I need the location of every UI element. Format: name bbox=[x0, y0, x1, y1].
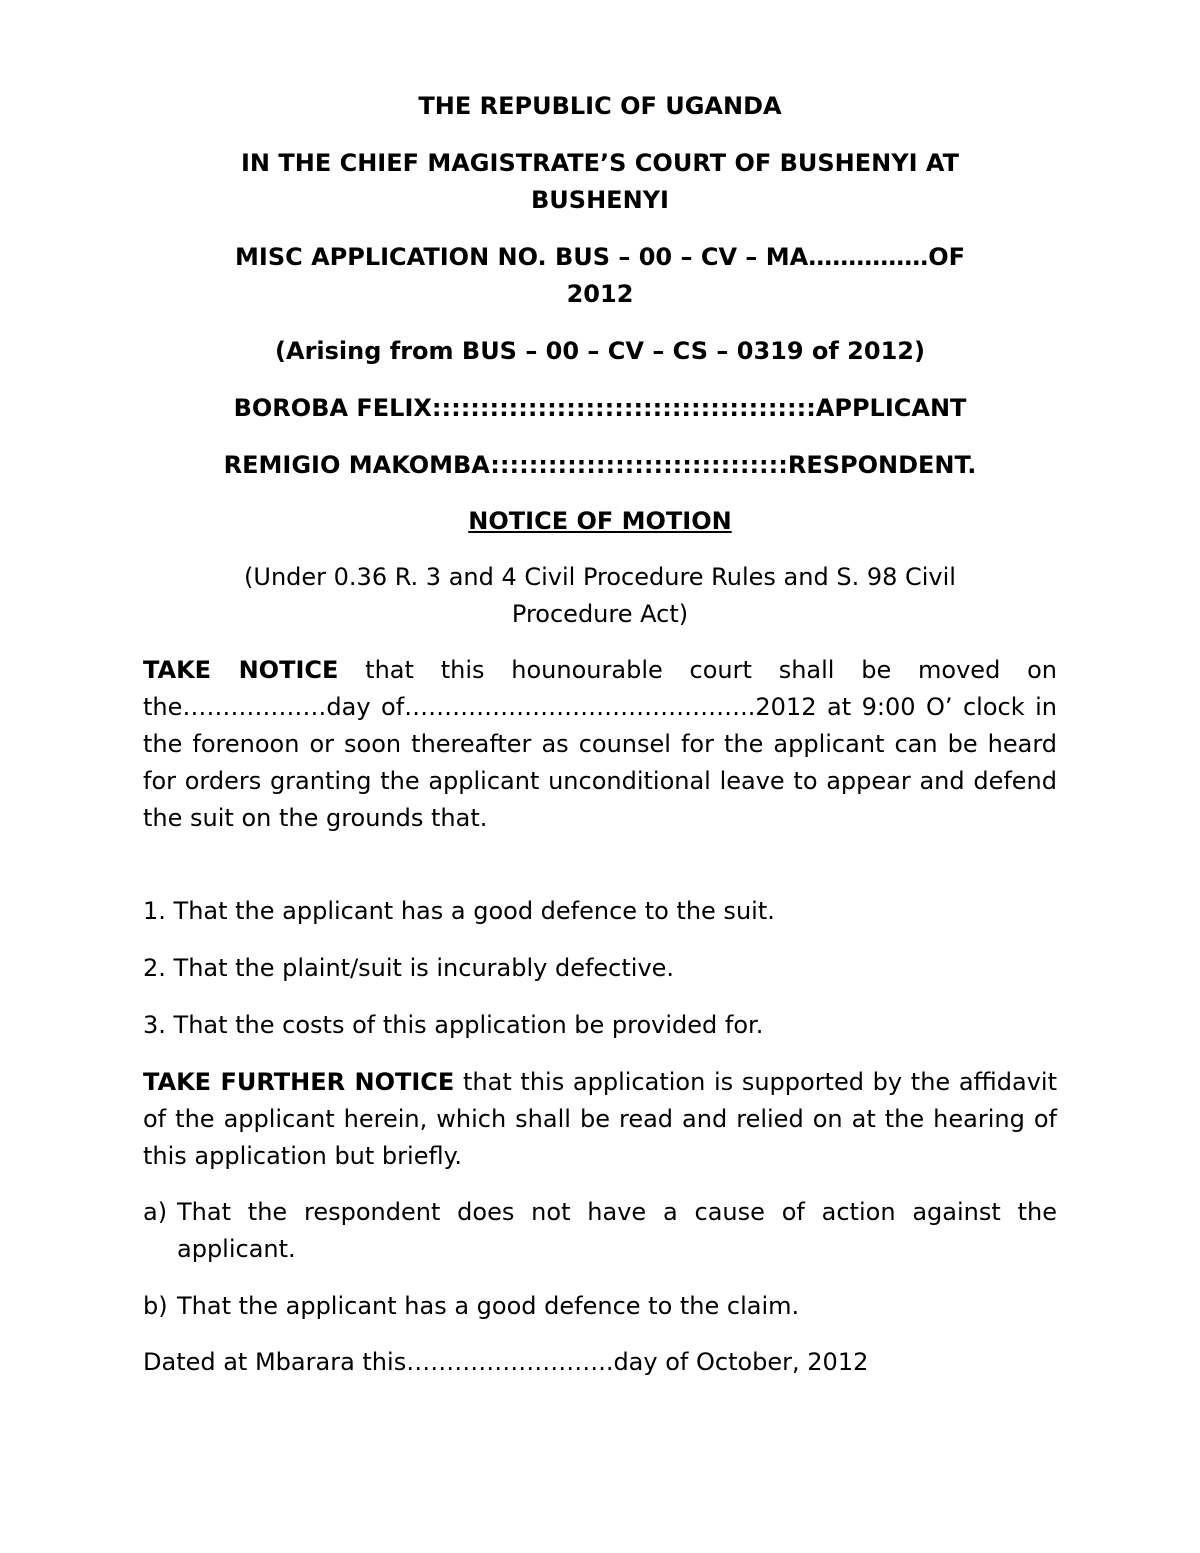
notice-of-motion-title: NOTICE OF MOTION bbox=[468, 507, 732, 535]
list-item bbox=[143, 950, 1057, 987]
list-item-text: That the plaint/suit is incurably defective. bbox=[173, 954, 675, 982]
under-provisions-line2: Procedure Act) bbox=[511, 600, 689, 628]
list-item bbox=[143, 1194, 1057, 1268]
list-marker: a) bbox=[143, 1198, 168, 1226]
court-heading-line1: IN THE CHIEF MAGISTRATE’S COURT OF BUSHENYI AT bbox=[241, 149, 959, 177]
list-item-text: That the applicant has a good defence to the claim. bbox=[177, 1292, 800, 1320]
list-marker: 2. bbox=[143, 954, 174, 982]
republic-heading: THE REPUBLIC OF UGANDA bbox=[418, 92, 782, 120]
brief-grounds-list bbox=[143, 1194, 1057, 1325]
arising-from: (Arising from BUS – 00 – CV – CS – 0319 of 2012) bbox=[275, 337, 925, 365]
list-marker: 1. bbox=[143, 897, 174, 925]
take-notice-text: that this hounourable court shall be moved on the………………day of……………………………………..2012 at 9:00 O’ clock in the forenoon or soon thereafter as counsel for the applicant can be heard for orders granting the applicant unconditional leave to appear and defend the suit on the grounds that. bbox=[143, 656, 1057, 832]
take-notice-lead: TAKE NOTICE bbox=[143, 656, 339, 684]
court-heading-line2: BUSHENYI bbox=[531, 186, 669, 214]
list-item-text: That the costs of this application be provided for. bbox=[173, 1011, 764, 1039]
application-number-line1: MISC APPLICATION NO. BUS – 00 – CV – MA……………OF bbox=[235, 243, 965, 271]
dated-line: Dated at Mbarara this……………………..day of October, 2012 bbox=[143, 1348, 869, 1376]
take-notice-paragraph bbox=[143, 652, 1057, 837]
applicant-line: BOROBA FELIX::::::::::::::::::::::::::::::::::::::::APPLICANT bbox=[233, 394, 967, 422]
respondent-line: REMIGIO MAKOMBA:::::::::::::::::::::::::::::::RESPONDENT. bbox=[223, 451, 977, 479]
list-item-text: That the applicant has a good defence to the suit. bbox=[173, 897, 775, 925]
list-marker: b) bbox=[143, 1292, 168, 1320]
list-item bbox=[143, 1288, 1057, 1325]
under-provisions bbox=[143, 559, 1057, 633]
grounds-list bbox=[143, 893, 1057, 1044]
list-item-text: That the respondent does not have a cause of action against the applicant. bbox=[177, 1198, 1057, 1263]
application-number-line2: 2012 bbox=[566, 280, 634, 308]
further-notice-lead: TAKE FURTHER NOTICE bbox=[143, 1068, 455, 1096]
further-notice-paragraph bbox=[143, 1064, 1057, 1175]
list-marker: 3. bbox=[143, 1011, 174, 1039]
under-provisions-line1: (Under 0.36 R. 3 and 4 Civil Procedure Rules and S. 98 Civil bbox=[244, 563, 956, 591]
list-item bbox=[143, 1007, 1057, 1044]
list-item bbox=[143, 893, 1057, 930]
further-notice-text: that this application is supported by the affidavit of the applicant herein, which shall be read and relied on at the hearing of this application but briefly. bbox=[143, 1068, 1057, 1170]
